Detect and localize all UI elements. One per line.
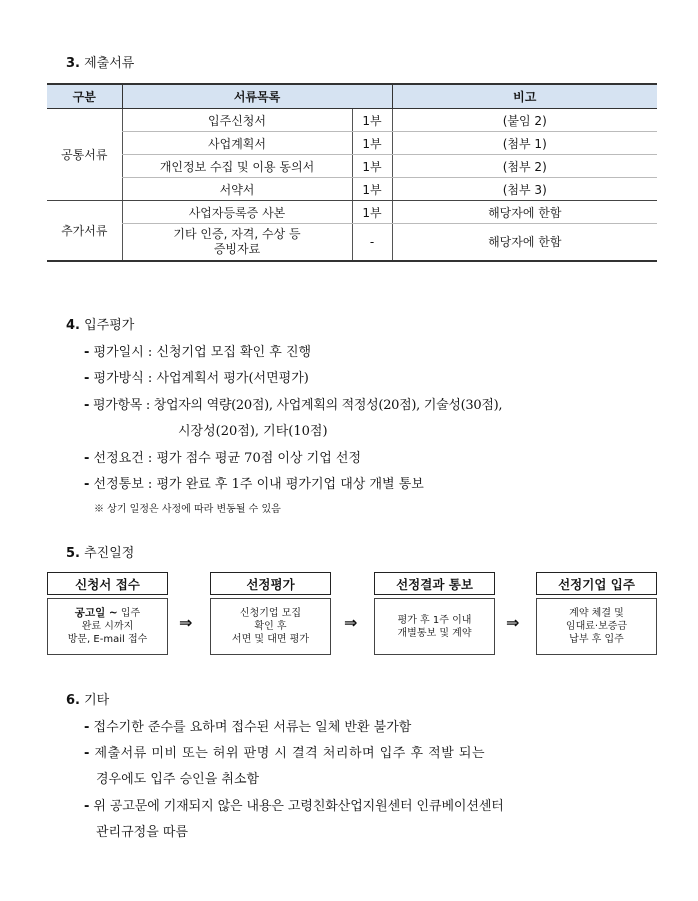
step-desc: 계약 체결 및 임대료·보증금 납부 후 입주 — [536, 598, 657, 655]
doc-name — [122, 224, 352, 262]
header-remarks: 비고 — [392, 84, 657, 109]
step-desc: 공고일 ~ 입주 완료 시까지 방문, E-mail 접수 — [47, 598, 168, 655]
table-row — [47, 201, 657, 224]
category-additional: 추가서류 — [47, 201, 122, 262]
doc-count: 1부 — [352, 132, 392, 155]
table-row — [47, 155, 657, 178]
eval-item-criteria: - 평가항목 : 창업자의 역량(20점), 사업계획의 적정성(20점), 기술성(30점), — [84, 398, 503, 413]
doc-note: 해당자에 한함 — [392, 201, 657, 224]
doc-name: 사업계획서 — [122, 132, 352, 155]
arrow-icon: ⇒ — [506, 613, 520, 632]
table-row — [47, 109, 657, 132]
doc-count: 1부 — [352, 155, 392, 178]
eval-item-date: - 평가일시 : 신청기업 모집 확인 후 진행 — [84, 345, 312, 360]
doc-name-line2: 증빙자료 — [213, 242, 261, 256]
section5-title: 5. 추진일정 — [66, 546, 135, 561]
section4-title: 4. 입주평가 — [66, 318, 135, 333]
eval-item-notice: - 선정통보 : 평가 완료 후 1주 이내 평가기업 대상 개별 통보 — [84, 477, 424, 492]
doc-name: 입주신청서 — [122, 109, 352, 132]
schedule-change-note: ※ 상기 일정은 사정에 따라 변동될 수 있음 — [94, 504, 281, 515]
eval-item-criteria-cont: 시장성(20점), 기타(10점) — [178, 424, 328, 439]
arrow-icon: ⇒ — [344, 613, 358, 632]
doc-count: 1부 — [352, 201, 392, 224]
section6-title: 6. 기타 — [66, 693, 110, 708]
table-row — [47, 132, 657, 155]
step-desc: 평가 후 1주 이내 개별통보 및 계약 — [374, 598, 495, 655]
table-row — [47, 178, 657, 201]
doc-name: 개인정보 수집 및 이용 동의서 — [122, 155, 352, 178]
step-title: 선정결과 통보 — [374, 572, 495, 595]
doc-count: 1부 — [352, 178, 392, 201]
doc-count: 1부 — [352, 109, 392, 132]
doc-name: 서약서 — [122, 178, 352, 201]
doc-note: (붙임 2) — [392, 109, 657, 132]
step-title: 선정기업 입주 — [536, 572, 657, 595]
category-common: 공통서류 — [47, 109, 122, 201]
etc-item-regulation: - 위 공고문에 기재되지 않은 내용은 고령친화산업지원센터 인큐베이션센터 — [84, 799, 504, 814]
step-evaluation — [210, 572, 331, 655]
step-title: 선정평가 — [210, 572, 331, 595]
step-move-in — [536, 572, 657, 655]
etc-item-deadline: - 접수기한 준수를 요하며 접수된 서류는 일체 반환 불가함 — [84, 720, 412, 735]
section3-title: 3. 제출서류 — [66, 56, 135, 71]
table-header-row — [47, 84, 657, 109]
doc-note: (첨부 1) — [392, 132, 657, 155]
doc-note: 해당자에 한함 — [392, 224, 657, 262]
etc-item-regulation-cont: 관리규정을 따름 — [96, 825, 189, 840]
eval-item-method: - 평가방식 : 사업계획서 평가(서면평가) — [84, 371, 309, 386]
etc-item-disqualify: - 제출서류 미비 또는 허위 판명 시 결격 처리하며 입주 후 적발 되는 — [84, 746, 486, 761]
table-row — [47, 224, 657, 262]
step-result-notice — [374, 572, 495, 655]
doc-name: 사업자등록증 사본 — [122, 201, 352, 224]
header-documents: 서류목록 — [122, 84, 392, 109]
step-desc: 신청기업 모집 확인 후 서면 및 대면 평가 — [210, 598, 331, 655]
doc-name-line1: 기타 인증, 자격, 수상 등 — [173, 227, 301, 241]
documents-table — [47, 83, 657, 262]
header-category: 구분 — [47, 84, 122, 109]
doc-count: - — [352, 224, 392, 262]
step-application — [47, 572, 168, 655]
step-title: 신청서 접수 — [47, 572, 168, 595]
etc-item-disqualify-cont: 경우에도 입주 승인을 취소함 — [96, 772, 260, 787]
doc-note: (첨부 3) — [392, 178, 657, 201]
doc-note: (첨부 2) — [392, 155, 657, 178]
arrow-icon: ⇒ — [179, 613, 193, 632]
eval-item-requirement: - 선정요건 : 평가 점수 평균 70점 이상 기업 선정 — [84, 451, 362, 466]
